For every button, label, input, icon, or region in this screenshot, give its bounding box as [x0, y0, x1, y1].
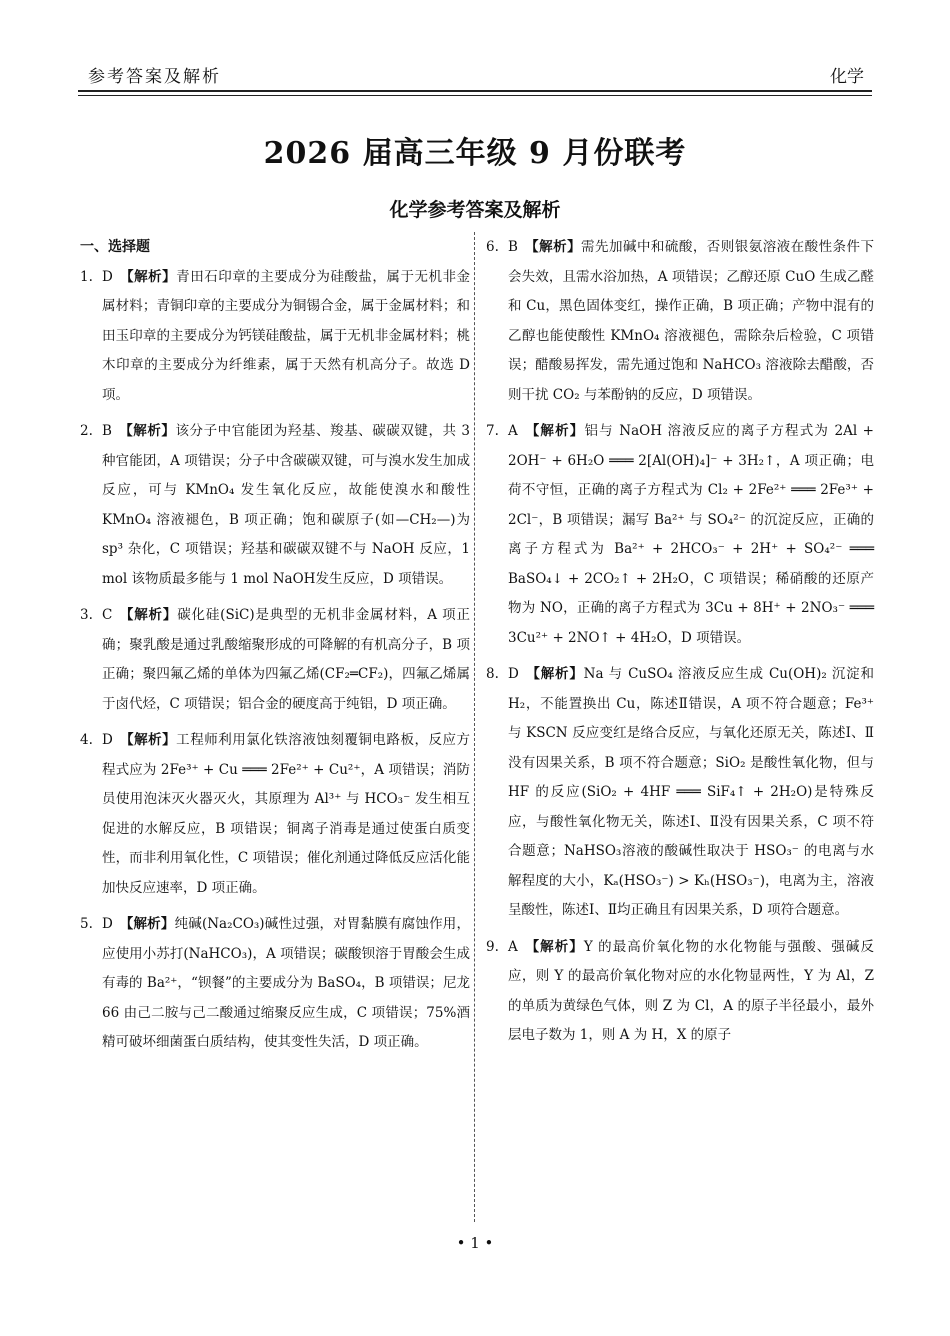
analysis-text: 需先加碱中和硫酸，否则银氨溶液在酸性条件下会失效，且需水浴加热，A 项错误；乙醇还原 CuO 生成乙醛和 Cu，黑色固体变红，操作正确，B 项正确；产物中混有的乙醇也能使酸性 KMnO₄ 溶液褪色，需除杂后检验，C 项错误；醋酸易挥发，需先通过饱和 NaHCO₃ 溶液除去醋酸，否则干扰 CO₂ 与苯酚钠的反应，D 项错误。 [508, 239, 875, 403]
question-number: 4. [80, 732, 93, 748]
section-heading: 一、选择题 [80, 239, 150, 255]
analysis-tag: 【解析】 [524, 239, 582, 255]
analysis-text: 该分子中官能团为羟基、羧基、碳碳双键，共 3 种官能团，A 项错误；分子中含碳碳双键，可与溴水发生加成反应，可与 KMnO₄ 发生氧化反应，故能使溴水和酸性 KMnO₄ 溶液褪色，B 项正确；饱和碳原子(如—CH₂—)为 sp³ 杂化，C 项错误；羟基和碳碳双键不与 NaOH 反应，1 mol 该物质最多能与 1 mol NaOH发生反应，D 项错误。 [102, 423, 470, 587]
answer-item [80, 726, 470, 903]
analysis-text: 碳化硅(SiC)是典型的无机非金属材料，A 项正确；聚乳酸是通过乳酸缩聚形成的可降解的有机高分子，B 项正确；聚四氟乙烯的单体为四氟乙烯(CF₂═CF₂)，四氟乙烯属于卤代烃，C 项错误；铝合金的硬度高于纯铝，D 项正确。 [102, 607, 470, 712]
answer-item [486, 660, 874, 926]
question-number: 2. [80, 423, 93, 439]
analysis-text: 铝与 NaOH 溶液反应的离子方程式为 2Al + 2OH⁻ + 6H₂O ═══ 2[Al(OH)₄]⁻ + 3H₂↑，A 项正确；电荷不守恒，正确的离子方程式为 Cl₂ + 2Fe²⁺ ═══ 2Fe³⁺ + 2Cl⁻，B 项错误；漏写 Ba²⁺ 与 SO₄²⁻ 的沉淀反应，正确的离子方程式为 Ba²⁺ + 2HCO₃⁻ + 2H⁺ + SO₄²⁻ ═══ BaSO₄↓ + 2CO₂↑ + 2H₂O，C 项错误；稀硝酸的还原产物为 NO，正确的离子方程式为 3Cu + 8H⁺ + 2NO₃⁻ ═══ 3Cu²⁺ + 2NO↑ + 4H₂O，D 项错误。 [508, 423, 874, 646]
analysis-tag: 【解析】 [524, 938, 584, 955]
answer-letter: C [102, 607, 113, 623]
answer-item [486, 233, 874, 410]
right-answer-list [486, 233, 874, 1051]
analysis-tag: 【解析】 [118, 423, 176, 439]
answer-item [80, 417, 470, 594]
left-column [80, 233, 470, 1065]
header-rule-thick [78, 90, 872, 92]
answer-item [80, 910, 470, 1058]
analysis-tag: 【解析】 [524, 423, 585, 439]
analysis-text: 工程师利用氯化铁溶液蚀刻覆铜电路板，反应方程式应为 2Fe³⁺ + Cu ═══ 2Fe²⁺ + Cu²⁺，A 项错误；消防员使用泡沫灭火器灭火，其原理为 Al³⁺ 与 HCO₃⁻ 发生相互促进的水解反应，B 项错误；铜离子消毒是通过使蛋白质变性，而非利用氧化性，C 项错误；催化剂通过降低反应活化能加快反应速率，D 项正确。 [102, 732, 471, 896]
page-subtitle: 化学参考答案及解析 [389, 199, 561, 221]
analysis-text: Y 的最高价氧化物的水化物能与强酸、强碱反应，则 Y 的最高价氧化物对应的水化物显两性，Y 为 Al，Z 的单质为黄绿色气体，则 Z 为 Cl，A 的原子半径最小，最外层电子数为 1，则 A 为 H，X 的原子 [508, 938, 875, 1043]
analysis-tag: 【解析】 [525, 666, 584, 682]
analysis-text: 青田石印章的主要成分为硅酸盐，属于无机非金属材料；青铜印章的主要成分为铜锡合金，属于金属材料；和田玉印章的主要成分为钙镁硅酸盐，属于无机非金属材料；桃木印章的主要成分为纤维素，属于天然有机高分子。故选 D 项。 [102, 268, 471, 403]
header-rule-thin [78, 95, 872, 96]
right-column [486, 233, 874, 1058]
question-number: 8. [486, 666, 499, 682]
question-number: 5. [80, 916, 93, 932]
answer-letter: B [508, 239, 518, 255]
analysis-text: 纯碱(Na₂CO₃)碱性过强，对胃黏膜有腐蚀作用，应使用小苏打(NaHCO₃)，A 项错误；碳酸钡溶于胃酸会生成有毒的 Ba²⁺，“钡餐”的主要成分为 BaSO₄，B 项错误；尼龙 66 由己二胺与己二酸通过缩聚反应生成，C 项错误；75%酒精可破坏细菌蛋白质结构，使其变性失活，D 项正确。 [102, 916, 470, 1050]
analysis-tag: 【解析】 [119, 916, 175, 932]
question-number: 6. [486, 239, 499, 255]
answer-letter: A [508, 423, 518, 439]
answer-item [80, 263, 470, 411]
answer-letter: D [102, 268, 113, 285]
question-number: 1. [80, 268, 93, 285]
header-subject-label: 化学 [830, 67, 864, 87]
answer-letter: D [508, 666, 519, 682]
analysis-text: Na 与 CuSO₄ 溶液反应生成 Cu(OH)₂ 沉淀和 H₂，不能置换出 Cu，陈述Ⅱ错误，A 项不符合题意；Fe³⁺ 与 KSCN 反应变红是络合反应，与氧化还原无关，陈述Ⅰ、Ⅱ没有因果关系，B 项不符合题意；SiO₂ 是酸性氧化物，但与 HF 的反应(SiO₂ + 4HF ═══ SiF₄↑ + 2H₂O)是特殊反应，与酸性氧化物无关，陈述Ⅰ、Ⅱ没有因果关系，C 项不符合题意；NaHSO₃溶液的酸碱性取决于 HSO₃⁻ 的电离与水解程度的大小，Kₐ(HSO₃⁻) > Kₕ(HSO₃⁻)，电离为主，溶液呈酸性，陈述Ⅰ、Ⅱ均正确且有因果关系，D 项符合题意。 [508, 666, 874, 918]
page-title: 2026 届高三年级 9 月份联考 [263, 136, 687, 171]
answer-letter: D [102, 916, 113, 932]
analysis-tag: 【解析】 [119, 607, 178, 623]
answer-letter: D [102, 732, 113, 748]
answer-letter: A [508, 938, 518, 955]
answer-item [486, 417, 874, 653]
answer-item [486, 933, 874, 1051]
question-number: 7. [486, 423, 499, 439]
answer-letter: B [102, 423, 112, 439]
analysis-tag: 【解析】 [119, 732, 177, 748]
analysis-tag: 【解析】 [119, 268, 177, 285]
answer-item [80, 601, 470, 719]
question-number: 3. [80, 607, 93, 623]
page-number: • 1 • [456, 1234, 494, 1252]
question-number: 9. [486, 938, 499, 955]
left-answer-list [80, 263, 470, 1058]
column-divider [474, 232, 475, 1222]
header-left-label: 参考答案及解析 [88, 67, 221, 87]
